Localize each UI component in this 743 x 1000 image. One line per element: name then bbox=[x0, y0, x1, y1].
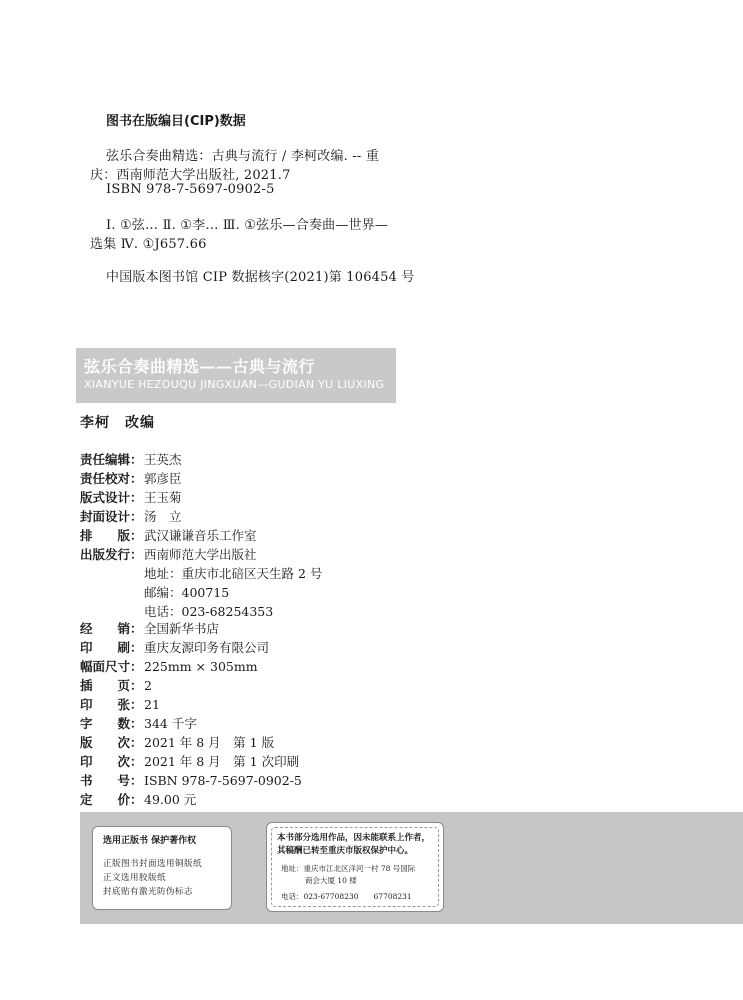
credit-value: 王玉菊 bbox=[144, 490, 182, 505]
spec-value: 全国新华书店 bbox=[144, 621, 220, 636]
title-banner bbox=[76, 348, 396, 403]
spec-value: 2021 年 8 月 第 1 版 bbox=[144, 735, 275, 750]
spec-row bbox=[80, 619, 219, 637]
spec-label: 定 价： bbox=[80, 792, 143, 807]
spec-label: 版 次： bbox=[80, 735, 143, 750]
spec-label: 字 数： bbox=[80, 716, 143, 731]
royalty-address-line: 地址：重庆市江北区洋河一村 78 号国际 bbox=[281, 864, 416, 873]
spec-label: 印 张： bbox=[80, 697, 143, 712]
spec-value: 344 千字 bbox=[144, 716, 197, 731]
credit-label: 排 版： bbox=[80, 528, 143, 543]
royalty-phone: 电话：023-67708230 67708231 bbox=[281, 892, 412, 901]
credit-label: 责任编辑： bbox=[80, 452, 143, 467]
cip-title-line: 弦乐合奏曲精选：古典与流行 / 李柯改编. -- 重 bbox=[106, 149, 380, 164]
royalty-notice-line: 本书部分选用作品，因未能联系上作者， bbox=[277, 833, 431, 843]
spec-value: 2021 年 8 月 第 1 次印刷 bbox=[144, 754, 300, 769]
credit-value: 王英杰 bbox=[144, 452, 182, 467]
royalty-address-line: 商会大厦 10 楼 bbox=[305, 876, 357, 885]
spec-row bbox=[80, 714, 197, 732]
publisher-phone: 电话：023-68254353 bbox=[144, 604, 274, 619]
notice-panel bbox=[80, 812, 743, 924]
spec-row bbox=[80, 733, 274, 751]
spec-row bbox=[80, 695, 160, 713]
credit-value: 郭彦臣 bbox=[144, 471, 182, 486]
royalty-notice-line: 其稿酬已转至重庆市版权保护中心。 bbox=[277, 846, 414, 856]
credit-row bbox=[80, 450, 182, 468]
spec-label: 插 页： bbox=[80, 678, 143, 693]
cip-heading: 图书在版编目(CIP)数据 bbox=[106, 114, 246, 129]
credit-row bbox=[80, 488, 182, 506]
spec-value: 49.00 元 bbox=[144, 792, 197, 807]
spec-label: 印 次： bbox=[80, 754, 143, 769]
credit-row bbox=[80, 469, 182, 487]
editor-credit: 李柯 改编 bbox=[80, 415, 155, 431]
cip-publisher-line: 庆：西南师范大学出版社, 2021.7 bbox=[90, 168, 291, 183]
credit-value: 武汉谦谦音乐工作室 bbox=[144, 528, 257, 543]
credit-value: 汤 立 bbox=[144, 509, 182, 524]
cip-isbn: ISBN 978-7-5697-0902-5 bbox=[106, 182, 275, 197]
anti-piracy-line: 正版图书封面选用铜版纸 bbox=[103, 859, 203, 869]
anti-piracy-title: 选用正版书 保护著作权 bbox=[103, 836, 197, 846]
publisher-address: 地址：重庆市北碚区天生路 2 号 bbox=[144, 566, 323, 581]
spec-label: 经 销： bbox=[80, 621, 143, 636]
anti-piracy-notice bbox=[92, 826, 232, 910]
spec-row bbox=[80, 771, 302, 789]
spec-value: ISBN 978-7-5697-0902-5 bbox=[144, 773, 302, 788]
spec-label: 印 刷： bbox=[80, 640, 143, 655]
spec-value: 21 bbox=[144, 697, 160, 712]
credit-value: 西南师范大学出版社 bbox=[144, 547, 257, 562]
royalty-notice bbox=[266, 822, 444, 912]
credit-label: 版式设计： bbox=[80, 490, 143, 505]
anti-piracy-line: 正文选用胶版纸 bbox=[103, 873, 167, 883]
spec-value: 重庆友源印务有限公司 bbox=[144, 640, 270, 655]
anti-piracy-line: 封底贴有激光防伪标志 bbox=[103, 887, 194, 897]
banner-subtitle: XIANYUE HEZOUQU JINGXUAN—GUDIAN YU LIUXING bbox=[84, 378, 385, 391]
spec-value: 225mm × 305mm bbox=[144, 659, 258, 674]
credit-label: 出版发行： bbox=[80, 547, 143, 562]
credit-row bbox=[80, 507, 182, 525]
credit-label: 责任校对： bbox=[80, 471, 143, 486]
credit-row bbox=[80, 526, 257, 544]
spec-row bbox=[80, 676, 152, 694]
cip-verification: 中国版本图书馆 CIP 数据核字(2021)第 106454 号 bbox=[106, 270, 415, 285]
banner-title: 弦乐合奏曲精选——古典与流行 bbox=[84, 357, 316, 376]
credit-label: 封面设计： bbox=[80, 509, 143, 524]
spec-label: 幅面尺寸： bbox=[80, 659, 143, 674]
spec-row bbox=[80, 638, 269, 656]
spec-row bbox=[80, 752, 299, 770]
spec-row bbox=[80, 657, 258, 675]
cip-subject-line-2: 选集 Ⅳ. ①J657.66 bbox=[90, 237, 207, 252]
publisher-postcode: 邮编：400715 bbox=[144, 585, 230, 600]
cip-subject-line-1: Ⅰ. ①弦… Ⅱ. ①李… Ⅲ. ①弦乐—合奏曲—世界— bbox=[106, 218, 389, 233]
spec-value: 2 bbox=[144, 678, 152, 693]
spec-label: 书 号： bbox=[80, 773, 143, 788]
spec-row bbox=[80, 790, 196, 808]
credit-row bbox=[80, 545, 257, 563]
